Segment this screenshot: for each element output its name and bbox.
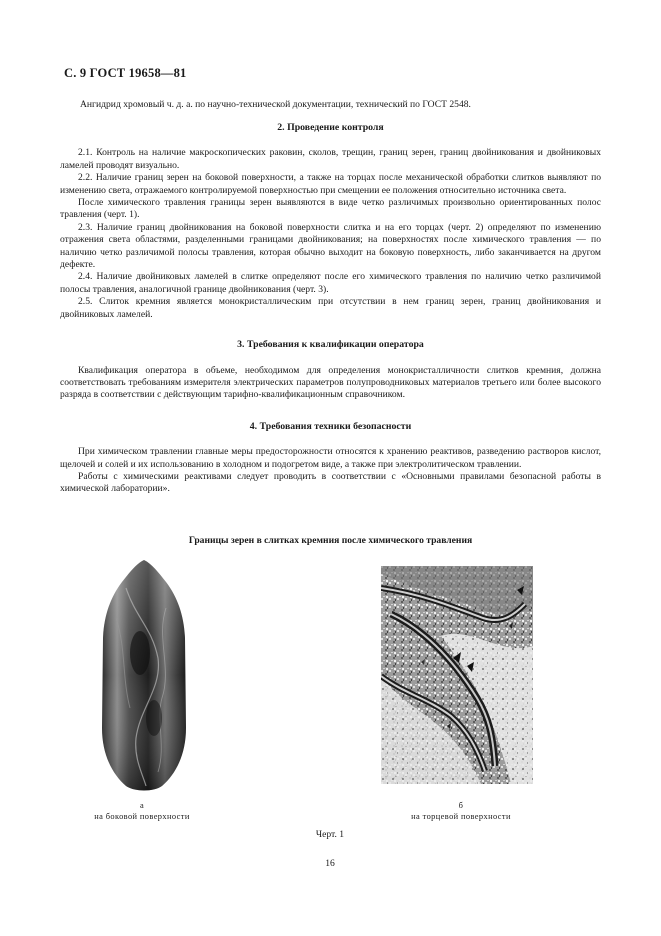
paragraph-2-5: 2.5. Слиток кремния является монокристаллическим при отсутствии в нем границ зерен, границ двойникования и двойниковых ламелей. — [60, 296, 601, 320]
caption-a-text: на боковой поверхности — [94, 812, 190, 821]
figure-label: Черт. 1 — [315, 829, 345, 840]
paragraph-2-4: 2.4. Наличие двойниковых ламелей в слитке определяют после его химического травления по наличию четко различимой полосы травления, аналогичной границе двойникования (черт. 3). — [60, 271, 601, 295]
section-title: 4. Требования техники безопасности — [249, 420, 412, 432]
caption-b — [395, 800, 527, 822]
caption-a-letter: а — [139, 801, 145, 810]
section-title: 3. Требования к квалификации оператора — [237, 339, 424, 351]
section-control — [60, 122, 601, 321]
figure-title: Границы зерен в слитках кремния после химического травления — [188, 535, 473, 546]
paragraph-2-1: 2.1. Контроль на наличие макроскопических раковин, сколов, трещин, границ зерен, границ двойникования и двойниковых ламелей проводят визуально. — [60, 147, 601, 171]
paragraph-safety-2: Работы с химическими реактивами следует проводить в соответствии с «Основными правилами безопасной работы в химической лаборатории». — [60, 470, 601, 495]
document-body — [60, 122, 601, 496]
end-face-image — [381, 566, 533, 784]
caption-b-text: на торцевой поверхности — [411, 812, 511, 821]
section-safety — [60, 421, 601, 496]
page-number: 16 — [325, 858, 335, 869]
caption-a — [80, 800, 204, 822]
section-qualification — [60, 339, 601, 402]
paragraph-safety-1: При химическом травлении главные меры предосторожности относятся к хранению реактивов, разведению растворов кислот, щелочей и солей и их использованию в холодном и подогретом виде, а также при электролитическом травлении. — [60, 446, 601, 470]
paragraph-2-2-etching: После химического травления границы зерен выявляются в виде четко различимых произвольно ориентированных полос травления (черт. 1). — [60, 197, 601, 221]
caption-b-letter: б — [458, 801, 464, 810]
paragraph-2-3: 2.3. Наличие границ двойникования на боковой поверхности слитка и на его торцах (черт. 2) определяют по изменению отражения света областями, разделенными границами двойникования; на поверхностях после химического травления — по наличию четко различимой полосы травления, которая обычно выходит на боковую поверхность, либо заканчивается на другом дефекте. — [60, 221, 601, 271]
intro-paragraph: Ангидрид хромовый ч. д. а. по научно-технической документации, технический по ГОСТ 2548. — [80, 99, 471, 110]
section-title: 2. Проведение контроля — [277, 122, 384, 133]
page-header: С. 9 ГОСТ 19658—81 — [64, 66, 187, 80]
paragraph-qualification: Квалификация оператора в объеме, необходимом для определения монокристалличности слитков кремния, должна соответствовать требованиям измерителя электрических параметров полупроводниковых материалов третьего или более высокого разряда в соответствии с действующим тарифно-квалификационным справочником. — [60, 364, 601, 401]
paragraph-2-2: 2.2. Наличие границ зерен на боковой поверхности, а также на торцах после механической обработки слитков выявляют по изменению света, отражаемого контролируемой поверхностью при смещении ее положения относительно источника света. — [60, 172, 601, 196]
ingot-side-image — [96, 558, 192, 794]
